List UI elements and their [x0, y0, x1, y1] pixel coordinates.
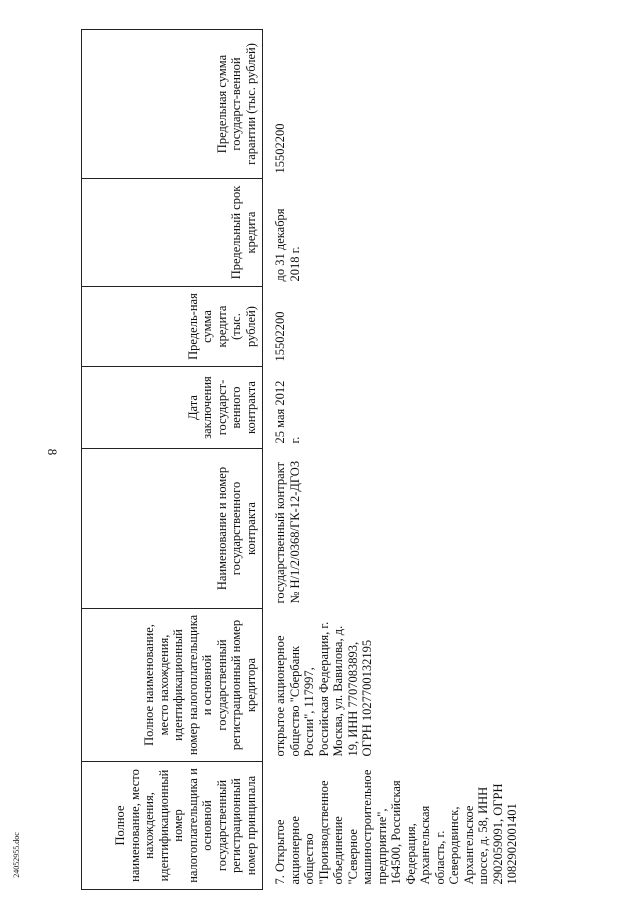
cell-guarantee-amount: 15502200 — [273, 123, 287, 174]
cell-contract: государственный контракт № Н/1/2/0368/ГК-12-ДГОЗ — [273, 460, 302, 604]
header-principal: Полное наименование, место нахождения, идентификационный номер налогоплательщика и основной государственный регистрационный номер принципала — [82, 762, 263, 890]
cell-contract-date: 25 мая 2012 г. — [273, 380, 302, 444]
header-contract: Наименование и номер государственного контракта — [82, 449, 263, 609]
header-credit-term: Предельный срок кредита — [82, 179, 263, 287]
table-row — [263, 30, 524, 890]
document-filename: 24052955.doc — [12, 832, 21, 878]
rotated-table-container — [81, 30, 519, 890]
header-guarantee-amount: Предельная сумма государст-венной гарантии (тыс. рублей) — [82, 30, 263, 179]
guarantee-table — [81, 29, 524, 890]
cell-credit-term: до 31 декабря 2018 г. — [273, 208, 302, 282]
header-creditor: Полное наименование, место нахождения, идентификационный номер налогоплательщика и основной государственный регистрационный номер кредитора — [82, 609, 263, 762]
cell-creditor: открытое акционерное общество "Сбербанк России", 117997, Российская Федерация, г. Москва, ул. Вавилова, д. 19, ИНН 7707083893, ОГРН 1027700132195 — [273, 621, 374, 757]
cell-credit-amount: 15502200 — [273, 311, 287, 362]
cell-principal: 7. Открытое акционерное общество "Производственное объединение "Северное машиностроительное предприятие", 164500, Российская Федерация, Архангельская область, г. Северодвинск, Архангельское шоссе, д. 58, ИНН 2902059091, ОГРН 1082902001401 — [273, 769, 519, 885]
page-number: 8 — [45, 448, 60, 456]
table-header-row — [82, 30, 263, 890]
header-credit-amount: Предель-ная сумма кредита (тыс. рублей) — [82, 287, 263, 367]
header-contract-date: Дата заключения государст-венного контракта — [82, 367, 263, 449]
